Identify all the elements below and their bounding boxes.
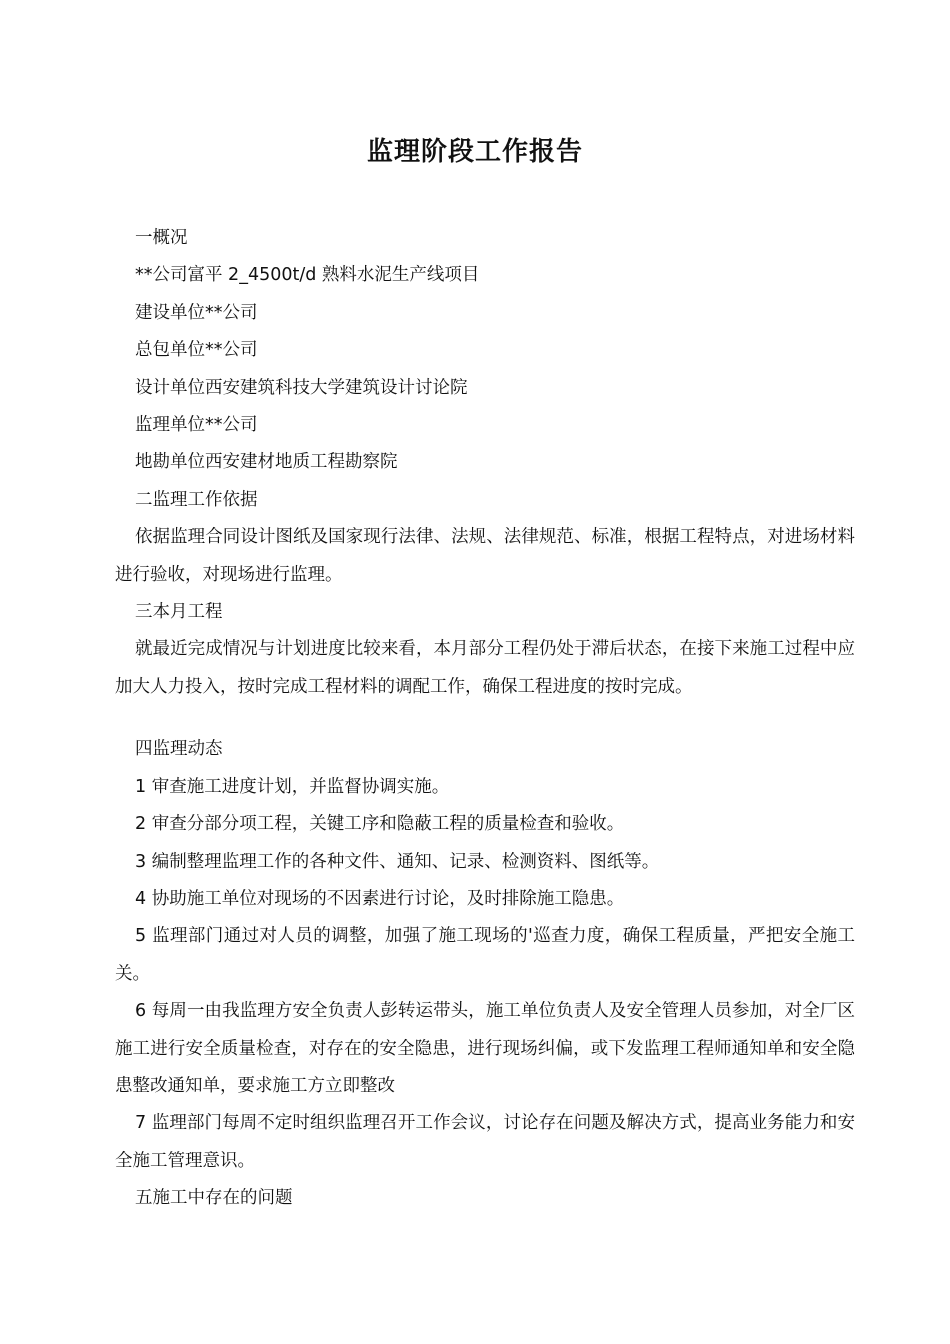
design-unit: 设计单位西安建筑科技大学建筑设计讨论院 <box>135 377 468 398</box>
project-name: **公司富平 2_4500t/d 熟料水泥生产线项目 <box>135 265 480 286</box>
list-item: 5 监理部门通过对人员的调整，加强了施工现场的'巡查力度，确保工程质量，严把安全施工关。 <box>115 926 855 984</box>
page-title: 监理阶段工作报告 <box>366 137 583 167</box>
document-body <box>115 220 855 1218</box>
paragraph-basis: 依据监理合同设计图纸及国家现行法律、法规、法律规范、标准，根据工程特点，对进场材料进行验收，对现场进行监理。 <box>115 527 855 585</box>
section-heading-monthly: 三本月工程 <box>135 602 223 623</box>
section-heading-dynamics: 四监理动态 <box>135 739 223 760</box>
section-heading-basis: 二监理工作依据 <box>135 489 258 510</box>
section-heading-overview: 一概况 <box>135 228 188 248</box>
list-item: 7 监理部门每周不定时组织监理召开工作会议，讨论存在问题及解决方式，提高业务能力和安全施工管理意识。 <box>115 1113 855 1171</box>
blank-gap <box>115 706 855 731</box>
general-contractor: 总包单位**公司 <box>135 340 258 361</box>
list-item: 1 审查施工进度计划，并监督协调实施。 <box>135 776 450 797</box>
construction-unit: 建设单位**公司 <box>135 302 258 323</box>
section-heading-problems: 五施工中存在的问题 <box>135 1188 293 1209</box>
list-item: 3 编制整理监理工作的各种文件、通知、记录、检测资料、图纸等。 <box>135 851 660 872</box>
list-item: 2 审查分部分项工程，关键工序和隐蔽工程的质量检查和验收。 <box>135 814 625 835</box>
paragraph-monthly: 就最近完成情况与计划进度比较来看，本月部分工程仍处于滞后状态，在接下来施工过程中应加大人力投入，按时完成工程材料的调配工作，确保工程进度的按时完成。 <box>115 639 855 697</box>
list-item: 6 每周一由我监理方安全负责人彭转运带头，施工单位负责人及安全管理人员参加，对全厂区施工进行安全质量检查，对存在的安全隐患，进行现场纠偏，或下发监理工程师通知单和安全隐患整改通知单，要求施工方立即整改 <box>115 1001 855 1096</box>
list-item: 4 协助施工单位对现场的不因素进行讨论，及时排除施工隐患。 <box>135 888 625 909</box>
survey-unit: 地勘单位西安建材地质工程勘察院 <box>135 452 398 473</box>
supervision-unit: 监理单位**公司 <box>135 415 258 436</box>
